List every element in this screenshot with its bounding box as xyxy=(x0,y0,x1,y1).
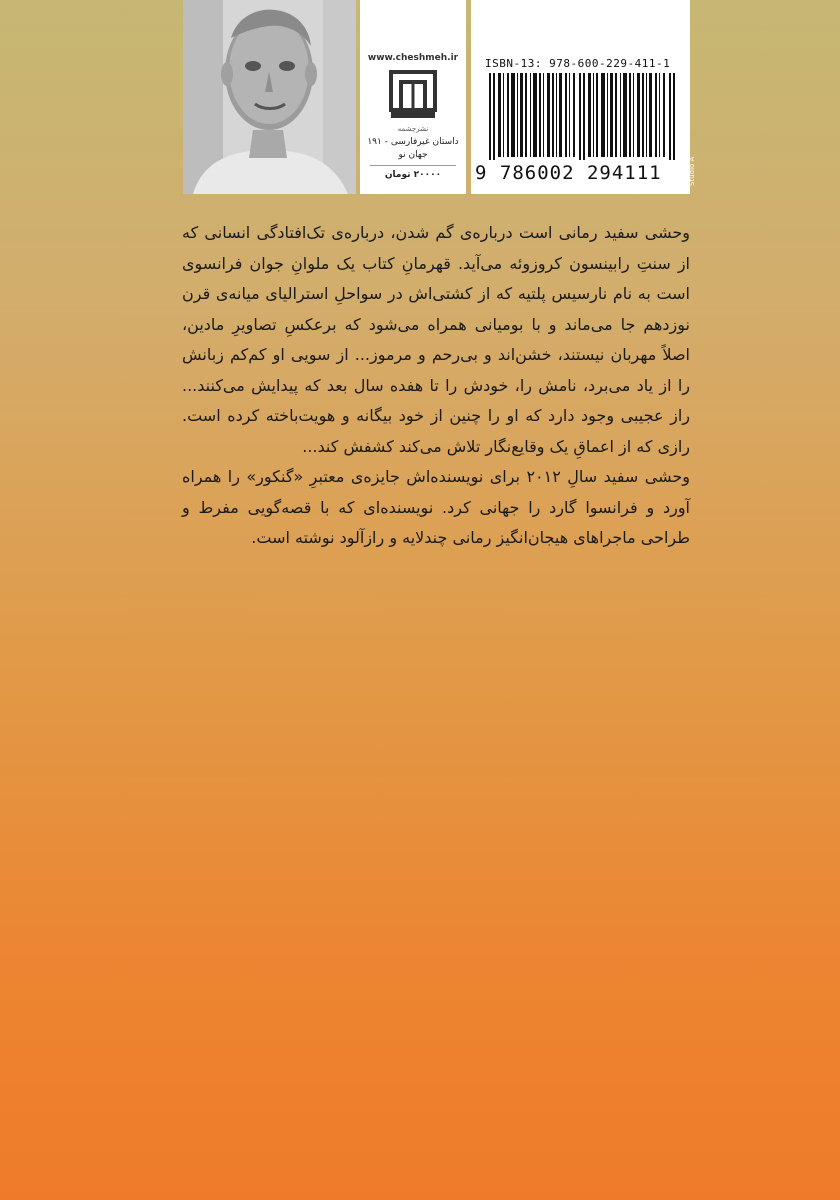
isbn-panel xyxy=(471,0,690,194)
barcode-icon xyxy=(489,73,675,165)
publisher-url[interactable]: www.cheshmeh.ir xyxy=(367,53,459,63)
author-photo xyxy=(183,0,356,194)
back-cover-header-strip xyxy=(183,0,690,194)
price-divider xyxy=(370,165,456,166)
imprint-label: جهان نو xyxy=(398,150,428,160)
barcode-digits: 9 786002 294111 xyxy=(475,160,687,186)
design-credit-text: Studio A xyxy=(688,156,696,186)
blurb-paragraph-1: وحشی سفید رمانی است درباره‌ی گم شدن، درباره‌ی تک‌افتادگی انسانی که از سنتِ رابینسون کروزوئه می‌آید. قهرمانِ کتاب یک ملوانِ جوان فرانسوی است به نام نارسیس پلتیه که از کشتی‌اش در سواحلِ استرالیای میانه‌ی قرن نوزدهم جا می‌ماند و با بومیانی همراه می‌شود که برعکسِ تصاویرِ مادین، اصلاً مهربان نیستند، خشن‌اند و بی‌رحم و مرموز... از سویی او کم‌کم زبانش را از یاد می‌برد، نامش را، خودش را تا هفده سال بعد که پیدایش می‌کنند... راز عجیبی وجود دارد که او را چنین از خود بیگانه و هویت‌باخته کرده است. رازی که از اعماقِ یک وقایع‌نگار تلاش می‌کند کشفش کند... xyxy=(182,223,690,456)
publisher-caption: نشرچشمه xyxy=(397,125,429,133)
blurb-paragraph-2: وحشی سفید سالِ ۲۰۱۲ برای نویسنده‌اش جایزه‌ی معتبرِ «گنکور» را همراه آورد و فرانسوا گارد را جهانی کرد. نویسنده‌ای که با قصه‌گویی مفرط و طراحی ماجراهای هیجان‌انگیز رمانی چندلایه و رازآلود نوشته است. xyxy=(182,467,690,547)
price-label: ۲۰۰۰۰ تومان xyxy=(384,170,442,180)
series-label: داستان غیرفارسی - ۱۹۱ xyxy=(367,137,459,147)
design-credit xyxy=(688,156,710,194)
author-portrait-icon xyxy=(183,0,356,194)
publisher-panel xyxy=(360,0,466,194)
cheshmeh-logo-icon xyxy=(389,70,437,122)
back-cover-blurb xyxy=(182,218,690,554)
isbn-label: ISBN-13: 978-600-229-411-1 xyxy=(485,57,671,70)
